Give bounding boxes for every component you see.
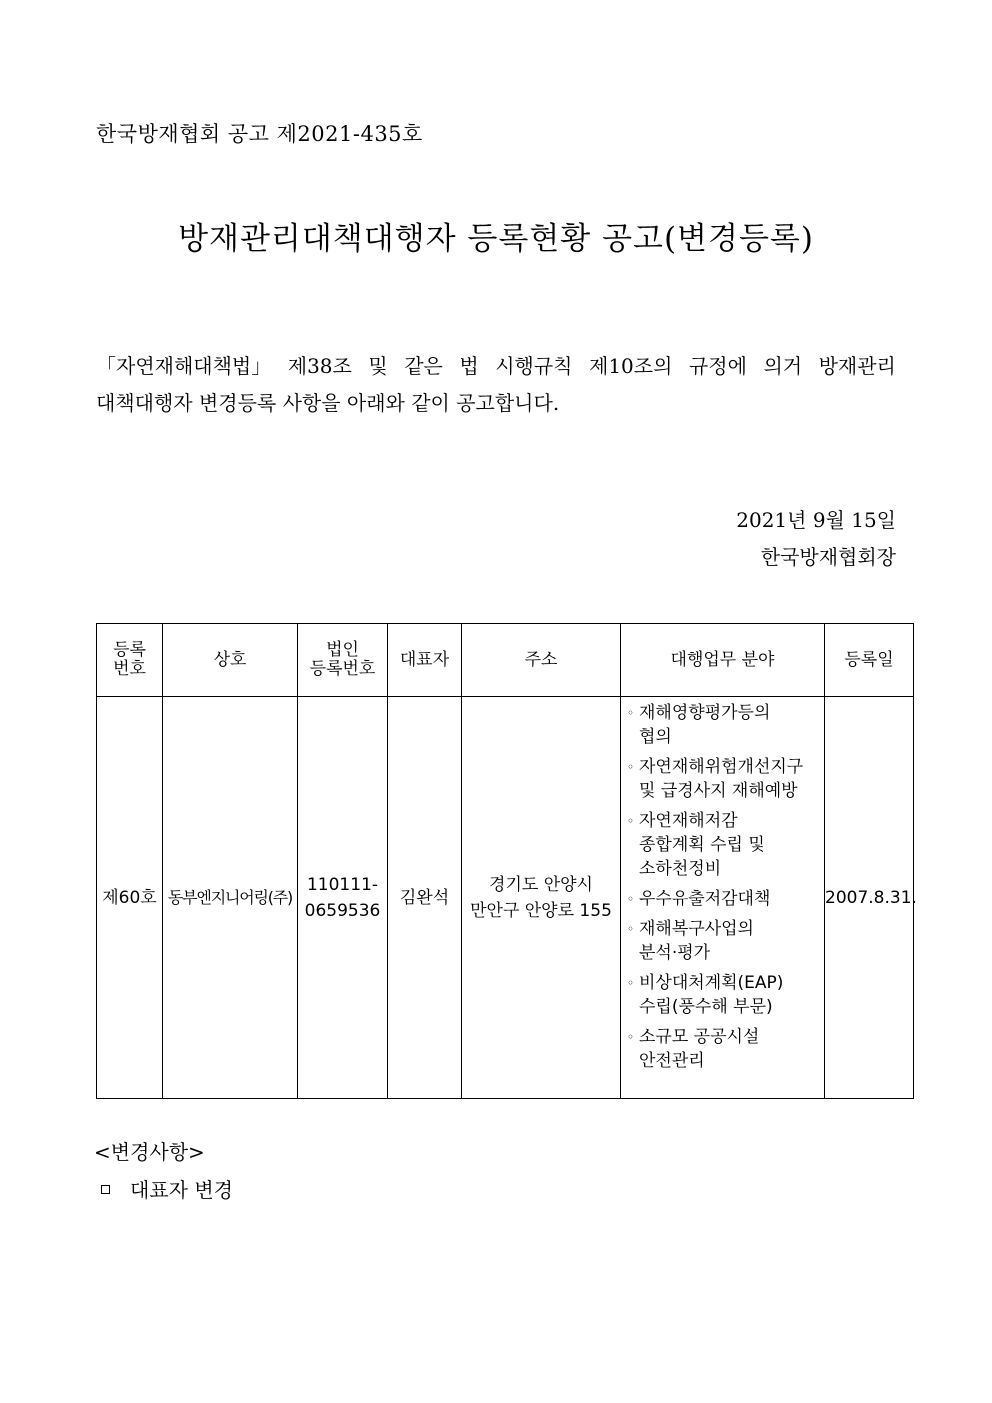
list-item: ◦ 비상대처계획(EAP) 수립(풍수해 부문) bbox=[627, 973, 784, 1017]
signature-block bbox=[736, 502, 896, 576]
intro-paragraph bbox=[96, 348, 896, 422]
bullet-icon: ◦ bbox=[627, 760, 635, 774]
cell-address: 경기도 안양시 만안구 안양로 155 bbox=[462, 697, 621, 1099]
intro-word: 및 bbox=[368, 354, 388, 378]
bullet-icon: ◦ bbox=[627, 976, 635, 990]
header-corp-no: 법인 등록번호 bbox=[298, 624, 388, 697]
notice-date: 2021년 9월 15일 bbox=[736, 508, 896, 532]
cell-reg-no: 제60호 bbox=[97, 697, 163, 1099]
list-item: ◦ 자연재해저감 종합계획 수립 및 소하천정비 bbox=[627, 811, 765, 879]
header-fields: 대행업무 분야 bbox=[621, 624, 825, 697]
cell-fields bbox=[621, 697, 825, 1099]
intro-word: 제38조 bbox=[287, 354, 352, 378]
bullet-icon: ◦ bbox=[627, 922, 635, 936]
intro-word: 법 bbox=[459, 354, 479, 378]
table-row bbox=[97, 697, 914, 1099]
notice-number: 한국방재협회 공고 제2021-435호 bbox=[96, 122, 423, 146]
list-item: 대표자 변경 bbox=[94, 1171, 233, 1209]
changes-section bbox=[94, 1133, 233, 1209]
list-item: ◦ 재해영향평가등의 협의 bbox=[627, 703, 771, 747]
square-bullet-icon bbox=[101, 1185, 110, 1194]
header-representative: 대표자 bbox=[388, 624, 462, 697]
intro-word: 의거 bbox=[763, 354, 803, 378]
list-item: ◦ 자연재해위험개선지구 및 급경사지 재해예방 bbox=[627, 757, 804, 801]
bullet-icon: ◦ bbox=[627, 814, 635, 828]
intro-line-1 bbox=[96, 348, 896, 385]
bullet-icon: ◦ bbox=[627, 706, 635, 720]
intro-word: 시행규칙 bbox=[495, 354, 573, 378]
issuer-name: 한국방재협회장 bbox=[760, 545, 896, 569]
intro-word: 「자연재해대책법」 bbox=[96, 354, 272, 378]
list-item: ◦ 우수유출저감대책 bbox=[627, 889, 771, 909]
changes-heading: <변경사항> bbox=[94, 1140, 205, 1164]
document-title: 방재관리대책대행자 등록현황 공고(변경등록) bbox=[178, 221, 814, 257]
intro-line-2: 대책대행자 변경등록 사항을 아래와 같이 공고합니다. bbox=[96, 391, 560, 415]
header-company: 상호 bbox=[163, 624, 298, 697]
header-reg-date: 등록일 bbox=[825, 624, 914, 697]
cell-reg-date: 2007.8.31. bbox=[825, 697, 914, 1099]
list-item: ◦ 소규모 공공시설 안전관리 bbox=[627, 1027, 760, 1071]
list-item: ◦ 재해복구사업의 분석·평가 bbox=[627, 919, 754, 963]
intro-word: 규정에 bbox=[688, 354, 747, 378]
registration-table bbox=[96, 623, 917, 1099]
bullet-icon: ◦ bbox=[627, 1030, 635, 1044]
cell-representative: 김완석 bbox=[388, 697, 462, 1099]
intro-word: 같은 bbox=[404, 354, 443, 378]
bullet-icon: ◦ bbox=[627, 892, 635, 906]
table-header-row bbox=[97, 624, 914, 697]
intro-word: 제10조의 bbox=[589, 354, 673, 378]
header-reg-no: 등록 번호 bbox=[97, 624, 163, 697]
intro-word: 방재관리 bbox=[818, 354, 896, 378]
header-address: 주소 bbox=[462, 624, 621, 697]
cell-corp-no: 110111- 0659536 bbox=[298, 697, 388, 1099]
cell-company: 동부엔지니어링(주) bbox=[163, 697, 298, 1099]
